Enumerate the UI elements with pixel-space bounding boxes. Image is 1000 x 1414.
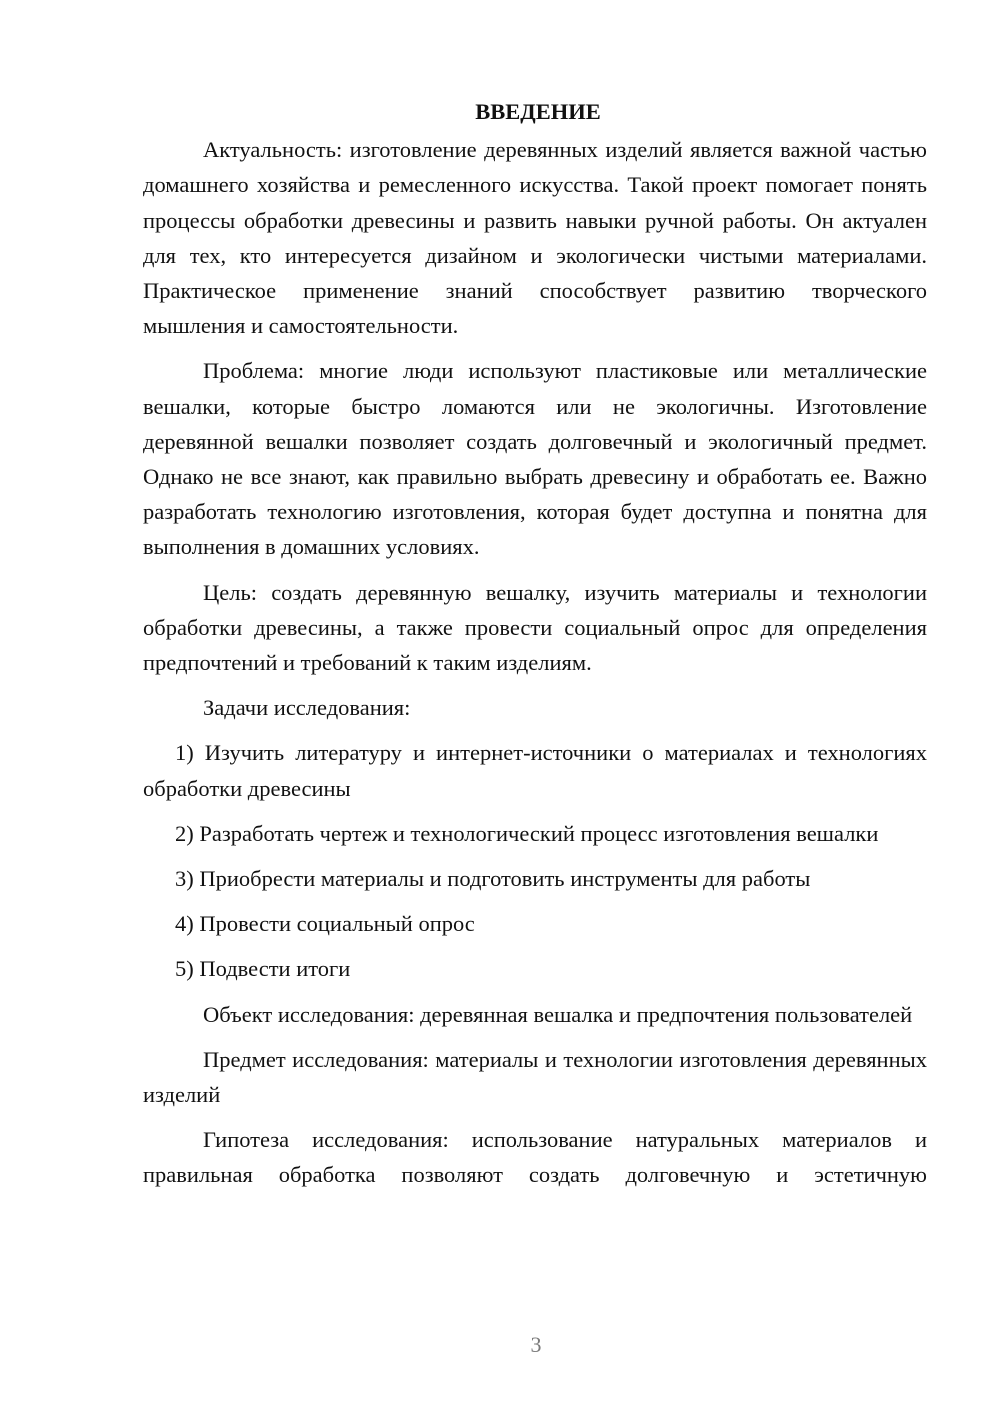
relevance-paragraph: Актуальность: изготовление деревянных изделий является важной частью домашнего хозяйства и ремесленного искусства. Такой проект помогает понять процессы обработки древесины и развить навыки ручной работы. Он актуален для тех, кто интересуется дизайном и экологически чистыми материалами. Практическое применение знаний способствует развитию творческого мышления и самостоятельности. — [143, 137, 927, 339]
page-number: 3 — [530, 1332, 542, 1357]
task-item: 2) Разработать чертеж и технологический процесс изготовления вешалки — [175, 820, 879, 846]
problem-paragraph: Проблема: многие люди используют пластиковые или металлические вешалки, которые быстро ломаются или не экологичны. Изготовление деревянной вешалки позволяет создать долговечный и экологичный предмет. Однако не все знают, как правильно выбрать древесину и обработать ее. Важно разработать технологию изготовления, которая будет доступна и понятна для выполнения в домашних условиях. — [143, 358, 927, 560]
goal-paragraph: Цель: создать деревянную вешалку, изучить материалы и технологии обработки древесины, а также провести социальный опрос для определения предпочтений и требований к таким изделиям. — [143, 579, 927, 676]
hypothesis-paragraph: Гипотеза исследования: использование натуральных материалов и правильная обработка позволяют создать долговечную и эстетичную — [143, 1127, 927, 1188]
page-content — [143, 94, 927, 1193]
task-item: 1) Изучить литературу и интернет-источники о материалах и технологиях обработки древесины — [143, 740, 927, 801]
tasks-list — [143, 735, 927, 986]
task-item: 5) Подвести итоги — [175, 956, 351, 982]
object-paragraph: Объект исследования: деревянная вешалка и предпочтения пользователей — [203, 1001, 913, 1027]
tasks-heading: Задачи исследования: — [203, 695, 411, 721]
subject-paragraph: Предмет исследования: материалы и технологии изготовления деревянных изделий — [143, 1046, 927, 1108]
page-title: ВВЕДЕНИЕ — [475, 99, 601, 124]
task-item: 3) Приобрести материалы и подготовить инструменты для работы — [175, 866, 811, 892]
task-item: 4) Провести социальный опрос — [175, 911, 475, 937]
